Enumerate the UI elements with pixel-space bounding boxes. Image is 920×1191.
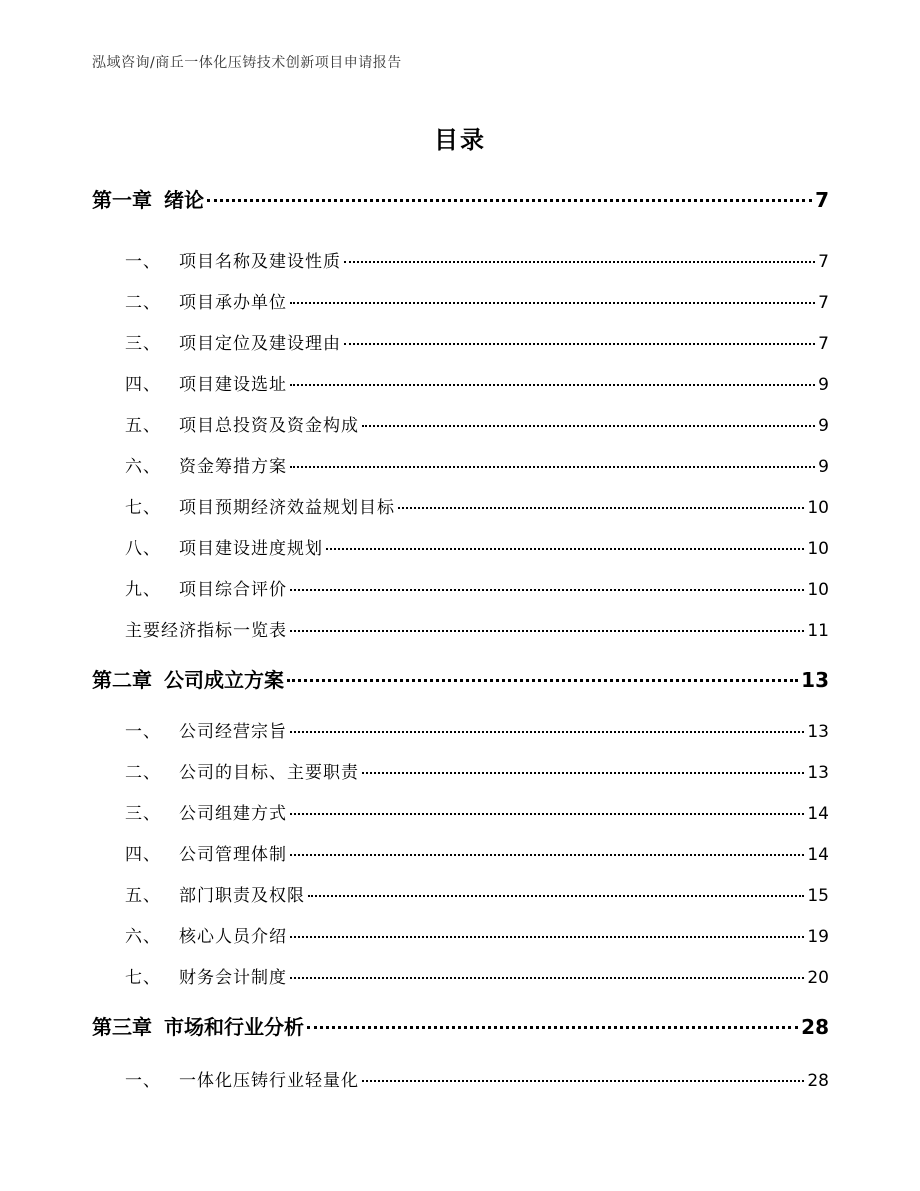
toc-page-number: 9 [818,457,829,477]
toc-page-number: 11 [807,621,829,641]
toc-page-number: 9 [818,416,829,436]
toc-entry-label: 一、 公司经营宗旨 [125,722,287,742]
toc-entry-section[interactable] [125,616,829,641]
toc-entry-label: 三、 项目定位及建设理由 [125,334,341,354]
toc-entry-label: 第一章 绪论 [92,188,204,212]
leader-dots [290,630,804,632]
toc-page-number: 20 [807,968,829,988]
leader-dots [290,302,815,304]
toc-page-number: 9 [818,375,829,395]
toc-entry-section[interactable] [125,840,829,865]
toc-entry-label: 六、 资金筹措方案 [125,457,287,477]
toc-entry-label: 一、 一体化压铸行业轻量化 [125,1071,359,1091]
toc-entry-section[interactable] [125,922,829,947]
toc-page-number: 14 [807,804,829,824]
toc-entry-section[interactable] [125,452,829,477]
leader-dots [308,895,804,897]
toc-entry-chapter[interactable] [92,1011,829,1040]
leader-dots [290,731,804,733]
leader-dots [307,1026,798,1029]
toc-entry-label: 五、 部门职责及权限 [125,886,305,906]
toc-page-number: 7 [818,293,829,313]
toc-entry-label: 四、 公司管理体制 [125,845,287,865]
toc-entry-section[interactable] [125,717,829,742]
toc-entry-section[interactable] [125,881,829,906]
toc-page-number: 28 [807,1071,829,1091]
leader-dots [344,261,815,263]
toc-page-number: 14 [807,845,829,865]
toc-page-number: 28 [801,1015,829,1039]
toc-page-number: 7 [818,334,829,354]
leader-dots [344,343,815,345]
toc-page-number: 13 [801,668,829,692]
leader-dots [290,466,815,468]
toc-page-number: 13 [807,763,829,783]
toc-entry-chapter[interactable] [92,184,829,213]
leader-dots [207,199,812,202]
toc-entry-label: 六、 核心人员介绍 [125,927,287,947]
toc-entry-label: 七、 财务会计制度 [125,968,287,988]
leader-dots [290,813,804,815]
toc-page-number: 15 [807,886,829,906]
leader-dots [290,936,804,938]
toc-page-number: 10 [807,498,829,518]
toc-entry-label: 九、 项目综合评价 [125,580,287,600]
toc-entry-section[interactable] [125,411,829,436]
toc-entry-label: 五、 项目总投资及资金构成 [125,416,359,436]
toc-entry-section[interactable] [125,1066,829,1091]
toc-entry-section[interactable] [125,329,829,354]
toc-page-number: 7 [818,252,829,272]
toc-entry-label: 主要经济指标一览表 [125,621,287,641]
page-title: 目录 [434,126,486,154]
toc-entry-section[interactable] [125,247,829,272]
running-header: 泓域咨询/商丘一体化压铸技术创新项目申请报告 [92,55,402,71]
toc-entry-section[interactable] [125,493,829,518]
leader-dots [290,589,804,591]
toc-entry-label: 一、 项目名称及建设性质 [125,252,341,272]
leader-dots [290,977,804,979]
toc-entry-chapter[interactable] [92,664,829,693]
leader-dots [290,854,804,856]
toc-page-number: 7 [815,188,829,212]
leader-dots [287,679,798,682]
toc-entry-label: 七、 项目预期经济效益规划目标 [125,498,395,518]
toc-entry-label: 二、 公司的目标、主要职责 [125,763,359,783]
leader-dots [362,1080,804,1082]
toc-entry-label: 三、 公司组建方式 [125,804,287,824]
toc-page-number: 10 [807,580,829,600]
toc-entry-label: 二、 项目承办单位 [125,293,287,313]
toc-page-number: 19 [807,927,829,947]
toc-entry-section[interactable] [125,534,829,559]
toc-entry-label: 四、 项目建设选址 [125,375,287,395]
toc-entry-section[interactable] [125,288,829,313]
toc-entry-section[interactable] [125,370,829,395]
leader-dots [362,772,804,774]
toc-page-number: 13 [807,722,829,742]
toc-entry-label: 第二章 公司成立方案 [92,668,284,692]
leader-dots [290,384,815,386]
leader-dots [326,548,804,550]
leader-dots [362,425,815,427]
toc-entry-label: 八、 项目建设进度规划 [125,539,323,559]
toc-entry-section[interactable] [125,963,829,988]
toc-entry-section[interactable] [125,575,829,600]
toc-entry-section[interactable] [125,799,829,824]
toc-page-number: 10 [807,539,829,559]
toc-entry-section[interactable] [125,758,829,783]
leader-dots [398,507,804,509]
toc-entry-label: 第三章 市场和行业分析 [92,1015,304,1039]
